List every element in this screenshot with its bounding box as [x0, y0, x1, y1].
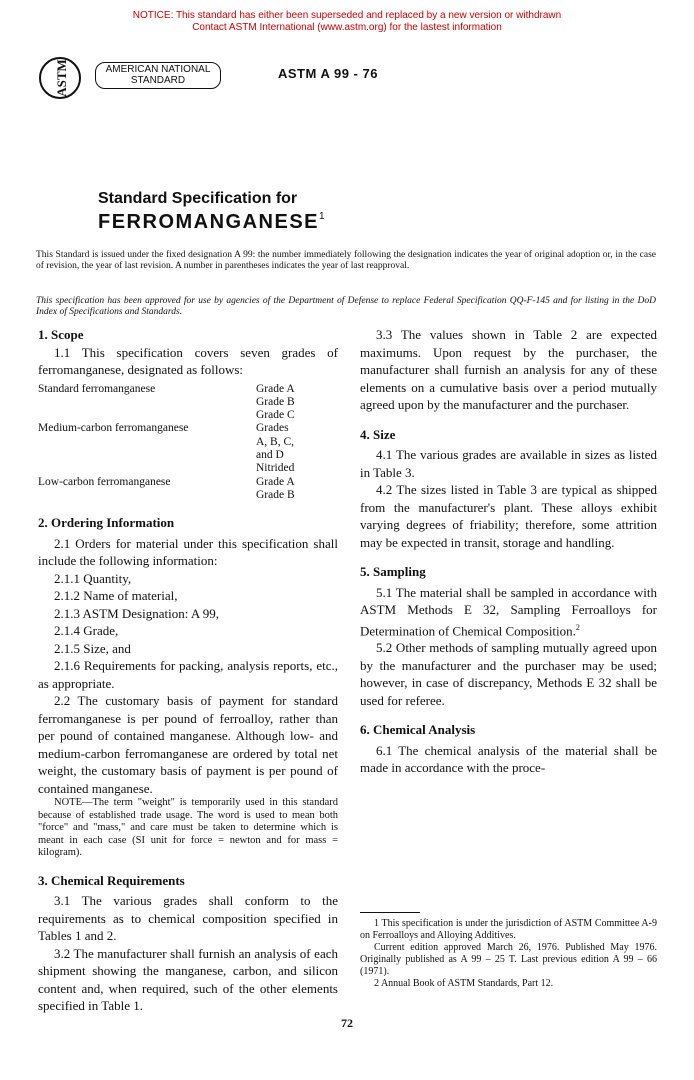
badge-line-1: AMERICAN NATIONAL [105, 64, 211, 75]
grades-row [38, 462, 328, 475]
intro-dod-paragraph: This specification has been approved for use by agencies of the Department of Defense to replace Federal Specification QQ-F-145 and for listing in the DoD Index of Specifications and Standards. [36, 296, 656, 317]
intro-paragraph: This Standard is issued under the fixed designation A 99: the number immediately following the designation indicates the year of original adoption or, in the case of revision, the year of last revision. A number in parentheses indicates the year of last reapproval. [36, 250, 656, 271]
grade-material [38, 449, 256, 462]
paragraph: 4.2 The sizes listed in Table 3 are typical as shipped from the manufacturer's plant. These alloys exhibit varying degrees of friability; therefore, some attrition may be expected in transit, storage and handling. [360, 482, 657, 550]
page-number: 72 [341, 1016, 353, 1030]
notice-line-2: Contact ASTM International (www.astm.org) for the lastest information [192, 22, 502, 33]
footnote: 1 This specification is under the jurisdiction of ASTM Committee A-9 on Ferroalloys and Alloying Additives. [360, 918, 657, 941]
list-item: 2.1.3 ASTM Designation: A 99, [54, 605, 220, 621]
grades-table [38, 383, 328, 503]
grades-row [38, 396, 328, 409]
badge-line-2: STANDARD [130, 75, 186, 86]
grade-designation: and D [256, 448, 284, 461]
paragraph: 2.1 Orders for material under this specification shall include the following information: [38, 535, 338, 569]
right-column [360, 326, 657, 777]
grades-row [38, 436, 328, 449]
grades-row [38, 383, 328, 396]
grade-designation: Grade A [256, 382, 295, 395]
grade-material [38, 462, 256, 475]
paragraph: 6.1 The chemical analysis of the material shall be made in accordance with the proce- [360, 742, 657, 776]
grade-material [38, 489, 256, 502]
grades-row [38, 476, 328, 489]
list-item: 2.1.5 Size, and [54, 640, 131, 656]
paragraph: 5.2 Other methods of sampling mutually agreed upon by the manufacturer and the purchaser may be used; however, in case of discrepancy, Methods E 32 shall be used for referee. [360, 640, 657, 708]
section-heading: 6. Chemical Analysis [360, 722, 476, 738]
grade-material [38, 436, 256, 449]
section-heading: 1. Scope [38, 327, 84, 342]
grade-material: Medium-carbon ferromanganese [38, 422, 189, 435]
notice-line-1: NOTICE: This standard has either been superseded and replaced by a new version or withdrawn [132, 10, 562, 21]
grade-designation: Grade A [256, 475, 295, 488]
list-item: 2.1.2 Name of material, [54, 588, 178, 604]
designation: ASTM A 99 - 76 [278, 66, 378, 81]
footnote-mark: 2 [575, 622, 580, 632]
grade-material [38, 409, 256, 422]
section-heading: 5. Sampling [360, 564, 426, 579]
logo-text: ASTM [54, 59, 69, 97]
footnote-rule [360, 912, 420, 913]
left-column [38, 326, 338, 1015]
title-line-2 [98, 211, 325, 234]
grade-material: Low-carbon ferromanganese [38, 475, 171, 488]
sampling-text: 5.1 The material shall be sampled in accordance with ASTM Methods E 32, Sampling Ferroalloys for Determination of Chemical Composition. [360, 584, 657, 638]
section-heading: 2. Ordering Information [38, 515, 175, 531]
paragraph: 3.1 The various grades shall conform to the requirements as to chemical composition specified in Tables 1 and 2. [38, 893, 338, 944]
paragraph [360, 584, 657, 640]
grade-designation: Grades [256, 422, 289, 435]
section-heading: 3. Chemical Requirements [38, 872, 185, 888]
paragraph: 3.3 The values shown in Table 2 are expected maximums. Upon request by the purchaser, the manufacturer shall furnish an analysis for any of these elements on a cumulative basis over a period mutually agreed upon by the manufacturer and the purchaser. [360, 327, 657, 412]
section-heading: 4. Size [360, 426, 396, 442]
footnote: 2 Annual Book of ASTM Standards, Part 12. [374, 978, 554, 989]
list-item: 2.1.4 Grade, [54, 623, 119, 639]
american-national-standard-badge [95, 62, 221, 89]
grade-material [38, 396, 256, 409]
paragraph: 4.1 The various grades are available in sizes as listed in Table 3. [360, 447, 657, 480]
paragraph: 3.2 The manufacturer shall furnish an analysis of each shipment showing the manganese, carbon, and silicon content and, when required, such of the other elements specified in Table 1. [38, 945, 338, 1014]
note: NOTE—The term "weight" is temporarily used in this standard because of established trade usage. The word is used to mean both "force" and "mass," and care must be taken to determine which is meant in each case (SI unit for force = newton and for mass = kilogram). [38, 797, 338, 859]
grade-designation: Nitrided [256, 462, 295, 475]
title-text: FERROMANGANESE [98, 211, 320, 233]
astm-logo-icon [38, 56, 82, 100]
paragraph: 2.2 The customary basis of payment for standard ferromanganese is per pound of ferroalloy, rather than per pound of contained manganese. Although low- and medium-carbon ferromanganese are ordered by total net weight, the customary basis of payment is per pound of contained manganese. [38, 693, 338, 796]
grade-material: Standard ferromanganese [38, 382, 156, 395]
grades-row [38, 489, 328, 502]
footnotes [360, 918, 657, 990]
grades-row [38, 449, 328, 462]
footnote: Current edition approved March 26, 1976. Published May 1976. Originally published as A 99 – 25 T. Last previous edition A 99 – 66 (1971). [360, 942, 657, 977]
grade-designation: Grade B [256, 488, 295, 501]
grades-row [38, 409, 328, 422]
paragraph: 1.1 This specification covers seven grades of ferromanganese, designated as follows: [38, 344, 338, 377]
list-item: 2.1.6 Requirements for packing, analysis reports, etc., as appropriate. [38, 658, 338, 691]
grade-designation: A, B, C, [256, 435, 295, 448]
grade-designation: Grade B [256, 395, 295, 408]
title-line-1: Standard Specification for [98, 190, 298, 207]
grade-designation: Grade C [256, 409, 295, 422]
grades-row [38, 422, 328, 435]
list-item: 2.1.1 Quantity, [54, 570, 132, 586]
title-footnote-mark: 1 [319, 211, 325, 222]
